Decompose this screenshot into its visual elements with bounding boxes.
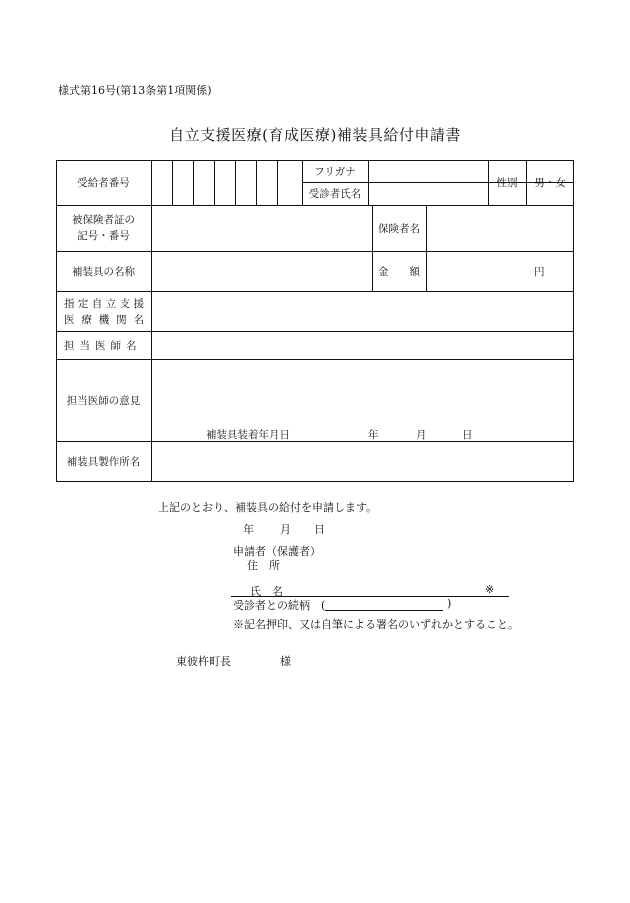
digit-box-divider <box>193 160 194 205</box>
relation-label: 受診者との続柄 ( <box>233 599 326 612</box>
name-label: 氏 名 <box>250 585 283 598</box>
fitting-date-label: 補装具装着年月日 <box>206 429 290 441</box>
amount-label: 金 額 <box>378 265 420 278</box>
sex-label: 性別 <box>496 177 518 189</box>
digit-box-divider <box>277 160 278 205</box>
addressee: 東彼杵町長 <box>176 655 231 668</box>
recipient-number-label: 受給者番号 <box>77 177 130 189</box>
form-number: 様式第16号(第13条第1項関係) <box>58 84 212 97</box>
relation-underline <box>325 610 443 611</box>
row-divider <box>56 205 574 206</box>
address-label: 住 所 <box>247 559 280 572</box>
institution-label <box>64 296 144 328</box>
digit-box-divider <box>214 160 215 205</box>
insurance-card-label <box>56 212 151 244</box>
date-year: 年 <box>243 523 254 536</box>
insurer-value-divider <box>426 205 427 291</box>
page-title: 自立支援医療(育成医療)補装具給付申請書 <box>169 126 461 144</box>
addressee-honorific: 様 <box>280 655 291 668</box>
patient-name-label: 受診者氏名 <box>308 188 362 200</box>
amount-unit: 円 <box>534 265 545 278</box>
fitting-day: 日 <box>462 429 473 441</box>
device-name-label: 補装具の名称 <box>72 265 135 278</box>
insurance-card-label-line2: 記号・番号 <box>77 230 130 242</box>
seal-mark: ※ <box>485 583 495 596</box>
sex-options: 男・女 <box>534 177 566 189</box>
digit-box-divider <box>172 160 173 205</box>
applicant-label: 申請者（保護者） <box>233 545 321 558</box>
insurer-label: 保険者名 <box>378 222 420 235</box>
doctor-label: 担当医師名 <box>64 339 142 352</box>
institution-label-line2: 医療機関名 <box>64 314 144 326</box>
name-label-divider <box>368 160 369 205</box>
label-column-divider <box>151 160 152 481</box>
digit-box-divider <box>256 160 257 205</box>
date-month: 月 <box>280 523 291 536</box>
insurance-card-label-line1: 被保険者証の <box>72 214 135 226</box>
furigana-label: フリガナ <box>314 165 356 178</box>
maker-label: 補装具製作所名 <box>66 455 141 468</box>
application-statement: 上記のとおり、補装具の給付を申請します。 <box>158 501 378 514</box>
row-divider <box>56 291 574 292</box>
signature-note: ※記名押印、又は自筆による署名のいずれかとすること。 <box>233 618 519 631</box>
digit-box-divider <box>235 160 236 205</box>
date-day: 日 <box>314 523 325 536</box>
relation-close: ) <box>447 597 452 610</box>
opinion-label: 担当医師の意見 <box>66 394 141 407</box>
institution-label-line1: 指定自立支援 <box>64 298 144 310</box>
fitting-month: 月 <box>416 429 427 441</box>
application-table <box>56 160 574 482</box>
fitting-year: 年 <box>368 429 379 441</box>
